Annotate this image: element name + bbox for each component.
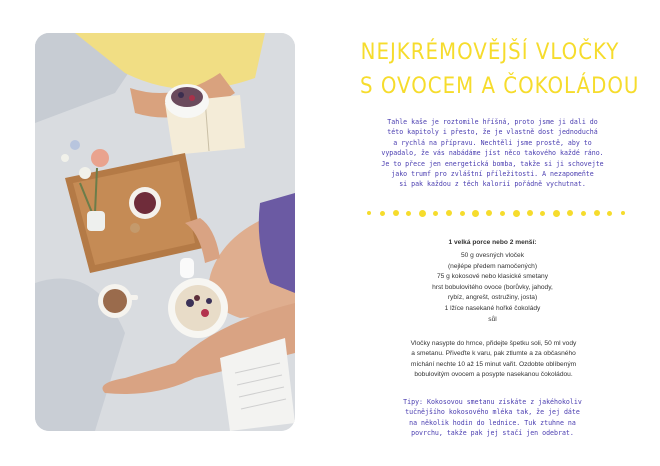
decorative-dot <box>567 210 573 216</box>
decorative-dot <box>393 210 399 216</box>
ingredient-line: sůl <box>488 315 497 323</box>
method-line: míchání nechte 10 až 15 minut vařit. Ozdobte oblíbeným <box>410 360 577 368</box>
intro-line: jako trumf pro zvláštní příležitosti. A nezapomeňte <box>391 170 594 179</box>
ingredient-line: (nejlépe předem namočených) <box>447 262 538 270</box>
decorative-dot <box>540 211 545 216</box>
ingredient-line: 50 g ovesných vloček <box>460 252 525 259</box>
decorative-dot <box>581 211 586 216</box>
decorative-dot <box>513 210 520 217</box>
ingredient-line: rybíz, angrešt, ostružiny, josta) <box>447 294 538 302</box>
photo-illustration <box>35 33 295 431</box>
ingredients-block <box>380 237 605 325</box>
portion-heading: 1 velká porce nebo 2 menší: <box>448 239 537 246</box>
ingredient-line: hrst bobulovitého ovoce (borůvky, jahody, <box>432 283 553 291</box>
decorative-dot <box>433 211 438 216</box>
recipe-title <box>360 36 640 104</box>
intro-line: Tahle kaše je roztomile hříšná, proto jsme ji dali do <box>387 118 598 126</box>
method-line: Vločky nasypte do hrnce, přidejte špetku soli, 50 ml vody <box>410 340 577 347</box>
decorative-dot <box>621 211 625 215</box>
method-line: bobulovitým ovocem a posypte nasekanou čokoládou. <box>414 371 573 379</box>
intro-line: Je to přece jen energetická bomba, takže si ji schovejte <box>381 159 604 168</box>
intro-line: a rychlá na přípravu. Nechtěli jsme prostě, aby to <box>393 138 592 147</box>
recipe-title-line-2: S OVOCEM A ČOKOLÁDOU <box>360 74 640 99</box>
intro-line: této kapitoly i přesto, že je vlastně dost jednoduchá <box>387 128 598 137</box>
decorative-dot <box>527 210 533 216</box>
decorative-dot <box>594 210 600 216</box>
method-paragraph <box>372 339 615 381</box>
ingredient-line: 75 g kokosové nebo klasické smetany <box>436 273 549 281</box>
decorative-dot <box>500 211 505 216</box>
decorative-dot <box>553 210 560 217</box>
decorative-dot <box>380 211 385 216</box>
tip-line: tučnějšího kokosového mléka tak, že jej dáte <box>405 408 580 417</box>
decorative-dot <box>486 210 492 216</box>
decorative-dot <box>460 211 465 216</box>
tip-line: povrchu, takže pak jej stačí jen odebrat. <box>411 429 574 438</box>
ingredient-line: 1 lžíce nasekané hořké čokolády <box>444 304 541 312</box>
intro-line: vypadalo, že vás nabádáme jíst něco takového každé ráno. <box>381 149 604 158</box>
tip-line: na několik hodin do lednice. Tuk ztuhne na <box>409 418 576 427</box>
recipe-title-line-1: NEJKRÉMOVĚJŠÍ VLOČKY <box>360 40 620 65</box>
tip-line: Tipy: Kokosovou smetanu získáte z jakéhokoliv <box>403 398 582 406</box>
decorative-dot <box>367 211 371 215</box>
decorative-dot <box>472 210 479 217</box>
decorative-dot-divider <box>362 209 630 219</box>
decorative-dot <box>446 210 452 216</box>
decorative-dot <box>419 210 426 217</box>
decorative-dot <box>406 211 411 216</box>
intro-paragraph <box>370 117 615 190</box>
method-line: a smetanu. Přiveďte k varu, pak ztlumte a za občasného <box>411 350 576 358</box>
decorative-dot <box>607 211 612 216</box>
tip-paragraph <box>370 397 615 439</box>
intro-line: si pak každou z těch kalorií pořádně vychutnat. <box>399 180 586 189</box>
food-photo-image <box>35 33 295 431</box>
